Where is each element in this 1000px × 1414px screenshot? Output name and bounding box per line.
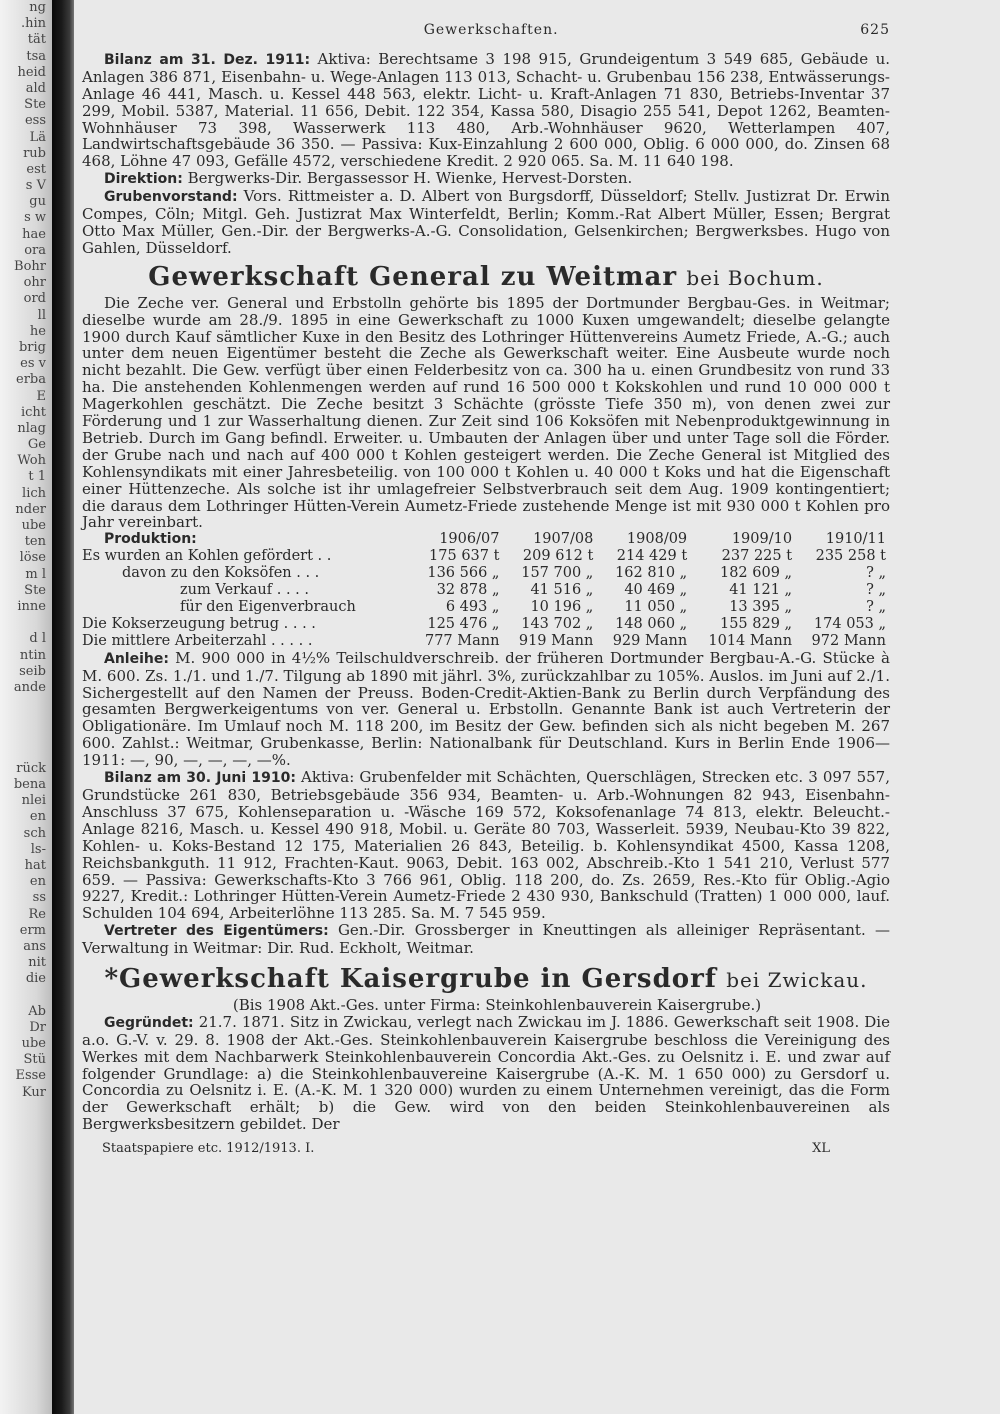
gutter-fragment: ss bbox=[32, 890, 46, 906]
vertreter-text: Gen.-Dir. Grossberger in Kneuttingen als alleiniger Repräsentant. — Verwaltung in Weitmar: Dir. Rud. Eckholt, Weitmar. bbox=[82, 921, 890, 958]
gutter-fragment: ans bbox=[23, 938, 46, 954]
gutter-fragment: m l bbox=[25, 566, 46, 582]
gutter-fragment: est bbox=[26, 161, 46, 177]
heading-location: bei Bochum. bbox=[686, 265, 824, 290]
year-header: 1909/10 bbox=[731, 531, 793, 548]
gutter-fragment: en bbox=[29, 874, 46, 890]
produktion-cell: ? „ bbox=[866, 565, 886, 582]
bilanz-1910-text: Aktiva: Grubenfelder mit Schächten, Querschlägen, Strecken etc. 3 097 557, Grundstücke 261 830, Betriebsgebäude 356 934, Beamten- u. Arb.-Wohnungen 82 943, Eisenbahn-Anschluss 37 675, Kohlenseparation u. -Wäsche 169 572, Koksofenanlage 74 813, elektr. Beleucht.-Anlage 8216, Masch. u. Kessel 490 918, Mobil. u. Geräte 80 703, Wasserleit. 5939, Neubau-Kto 39 822, Kohlen- u. Koks-Bestand 12 175, Materialien 26 843, Beteilig. b. Kohlensyndikat 4500, Kassa 1208, Reichsbankguth. 11 912, Frachten-Kaut. 9063, Debit. 163 002, Abschreib.-Kto 1 541 210, Verlust 577 659. — Passiva: Gewerkschafts-Kto 3 766 961, Oblig. 118 200, do. Zs. 2659, Res.-Kto für Oblig.-Agio 9227, Kredit.: Lothringer Hütten-Verein Aumetz-Friede 2 430 930, Bankschuld (Tratten) 1 000 000, lauf. Schulden 104 694, Arbeiterlöhne 113 285. Sa. M. 7 545 959. bbox=[82, 768, 890, 923]
facing-page-edge bbox=[0, 0, 52, 1414]
gutter-fragment: hat bbox=[24, 857, 46, 873]
produktion-cell: 162 810 „ bbox=[615, 565, 688, 582]
anleihe-paragraph bbox=[82, 650, 890, 769]
produktion-cell: 237 225 t bbox=[721, 548, 793, 565]
section-heading-general-weitmar bbox=[82, 261, 890, 292]
produktion-cell: 32 878 „ bbox=[436, 582, 500, 599]
gutter-fragment: Esse bbox=[15, 1068, 46, 1084]
produktion-row bbox=[82, 616, 890, 633]
gutter-fragment: ng bbox=[29, 0, 46, 15]
gutter-fragment: t 1 bbox=[28, 469, 46, 485]
gutter-fragment: ohr bbox=[23, 275, 46, 291]
produktion-cell: 10 196 „ bbox=[530, 599, 594, 615]
heading-name: Gewerkschaft General zu Weitmar bbox=[148, 261, 678, 292]
gutter-fragment: ube bbox=[21, 518, 46, 533]
produktion-cell: 155 829 „ bbox=[719, 615, 793, 632]
gutter-fragment: nder bbox=[15, 501, 46, 517]
gutter-fragment: Dr bbox=[29, 1019, 46, 1035]
produktion-table bbox=[82, 531, 890, 649]
produktion-cell: 11 050 „ bbox=[624, 599, 688, 615]
gutter-fragment: s V bbox=[25, 178, 46, 194]
gutter-fragment: die bbox=[25, 971, 46, 987]
heading-location: bei Zwickau. bbox=[726, 968, 868, 993]
gutter-fragment bbox=[0, 728, 52, 744]
produktion-row-label: Die mittlere Arbeiterzahl . . . . . bbox=[82, 632, 313, 649]
gutter-fragment: ord bbox=[23, 291, 46, 307]
gutter-fragment: rub bbox=[23, 145, 46, 161]
gutter-fragment: heid bbox=[17, 64, 46, 80]
gutter-fragment: inne bbox=[17, 598, 46, 614]
grubenvorstand-text: Vors. Rittmeister a. D. Albert von Burgsdorff, Düsseldorf; Stellv. Justizrat Dr. Erwin Compes, Cöln; Mitgl. Geh. Justizrat Max Winterfeldt, Berlin; Komm.-Rat Albert Müller, Essen; Bergrat Otto Max Müller, Gen.-Dir. der Bergwerks-A.-G. Consolidation, Gelsenkirchen; Bergwerksbes. Hugo von Gahlen, Düsseldorf. bbox=[82, 187, 890, 257]
produktion-cell: ? „ bbox=[866, 582, 886, 599]
gutter-fragment: seib bbox=[19, 663, 46, 679]
vertreter-paragraph bbox=[82, 922, 890, 957]
general-intro-paragraph: Die Zeche ver. General und Erbstolln gehörte bis 1895 der Dortmunder Bergbau-Ges. in Weitmar; dieselbe wurde am 28./9. 1895 in eine Gewerkschaft zu 1000 Kuxen umgewandelt; dieselbe gelangte 1900 durch Kauf sämtlicher Kuxe in den Besitz des Lothringer Hüttenvereins Aumetz Friede, A.-G.; auch unter dem neuen Eigentümer besteht die Zeche als Gewerkschaft weiter. Eine Ausbeute wurde noch nicht bezahlt. Die Gew. verfügt über einen Felderbesitz von ca. 300 ha u. einen Grundbesitz von rund 33 ha. Die anstehenden Kohlenmengen werden auf rund 16 500 000 t Kokskohlen und rund 10 000 000 t Magerkohlen geschätzt. Die Zeche besitzt 3 Schächte (grösste Tiefe 350 m), von denen zwei zur Förderung und 1 zur Wasserhaltung dienen. Zur Zeit sind 106 Koksöfen mit Nebenproduktgewinnung in Betrieb. Durch im Gang befindl. Erweiter. u. Umbauten der Anlagen über und unter Tage soll die Förder. der Grube nach und nach auf 400 000 t Kohlen gesteigert werden. Die Zeche General ist Mitglied des Kohlensyndikats mit einer Jahresbeteilig. von 100 000 t Kohlen u. 40 000 t Koks und hat die Eigenschaft einer Hüttenzeche. Als solche ist ihr umlagefreier Selbstverbrauch seit dem Aug. 1909 kontingentiert; die daraus dem Lothringer Hütten-Verein Aumetz-Friede zustehende Menge ist mit 930 000 t Kohlen pro Jahr vereinbart. bbox=[82, 293, 890, 532]
produktion-row-label: zum Verkauf . . . . bbox=[180, 582, 309, 599]
produktion-cell: 972 Mann bbox=[811, 632, 886, 649]
gutter-fragment: ube bbox=[21, 1036, 46, 1051]
gutter-fragment: he bbox=[29, 323, 46, 339]
gutter-fragment: lich bbox=[22, 485, 46, 501]
gutter-fragment: tät bbox=[27, 32, 46, 48]
gutter-fragment: rück bbox=[16, 760, 46, 776]
produktion-row-label: Die Kokserzeugung betrug . . . . bbox=[82, 615, 316, 632]
produktion-header-row bbox=[82, 531, 890, 548]
page-number: 625 bbox=[860, 22, 890, 38]
gutter-fragment: en bbox=[29, 809, 46, 825]
produktion-row-label: davon zu den Koksöfen . . . bbox=[122, 565, 320, 582]
gutter-fragment: icht bbox=[20, 404, 46, 420]
gutter-fragment: Lä bbox=[29, 129, 46, 145]
anleihe-text: M. 900 000 in 4½% Teilschuldverschreib. der früheren Dortmunder Bergbau-A.-G. Stücke à M. 600. Zs. 1./1. und 1./7. Tilgung ab 1890 mit jährl. 3%, zurückzahlbar zu 105%. Auslos. im Juni auf 2./1. Sichergestellt auf den Namen der Preuss. Boden-Credit-Aktien-Bank zu Berlin durch Verpfändung des gesamten Bergwerkeigentums von ver. General u. Erbstolln. Genannte Bank ist auch Vertreterin der Obligationäre. Im Umlauf noch M. 118 200, im Besitz der Gew. befinden sich als nicht begeben M. 267 600. Zahlst.: Weitmar, Grubenkasse, Berlin: Nationalbank für Deutschland. Kurs in Berlin Ende 1906—1911: —, 90, —, —, —, —%. bbox=[82, 648, 890, 770]
gutter-fragment: Ste bbox=[24, 97, 46, 113]
gutter-fragment: Ste bbox=[24, 582, 46, 598]
direktion-text: Bergwerks-Dir. Bergassessor H. Wienke, Hervest-Dorsten. bbox=[187, 169, 633, 188]
gutter-fragment: ande bbox=[13, 679, 46, 695]
gutter-fragment: gu bbox=[29, 194, 46, 210]
produktion-row bbox=[82, 599, 890, 616]
produktion-cell: 209 612 t bbox=[522, 548, 594, 565]
bilanz-1910-paragraph bbox=[82, 769, 890, 922]
year-header: 1910/11 bbox=[825, 531, 886, 548]
bilanz-1911-paragraph bbox=[82, 51, 890, 170]
grubenvorstand-paragraph bbox=[82, 188, 890, 257]
gutter-fragment: Re bbox=[28, 906, 46, 922]
bilanz-1911-label: Bilanz am 31. Dez. 1911: bbox=[104, 51, 311, 68]
gutter-fragment: Kur bbox=[21, 1084, 46, 1100]
header-title: Gewerkschaften. bbox=[423, 22, 559, 38]
produktion-cell: 174 053 „ bbox=[813, 615, 886, 632]
produktion-row bbox=[82, 582, 890, 599]
bilanz-1911-text: Aktiva: Berechtsame 3 198 915, Grundeigentum 3 549 685, Gebäude u. Anlagen 386 871, Eisenbahn- u. Wege-Anlagen 113 013, Schacht- u. Grubenbau 156 238, Entwässerungs-Anlage 46 441, Masch. u. Kessel 448 563, elektr. Licht- u. Kraft-Anlagen 71 830, Betriebs-Inventar 37 299, Mobil. 5387, Material. 11 656, Debit. 122 354, Kassa 580, Disagio 255 541, Depot 1262, Beamten-Wohnhäuser 73 398, Wasserwerk 113 480, Arb.-Wohnhäuser 9620, Wetterlampen 407, Landwirtschaftsgebäude 36 350. — Passiva: Kux-Einzahlung 2 600 000, Oblig. 6 000 000, do. Zinsen 68 468, Löhne 47 093, Gefälle 4572, verschiedene Kredit. 2 920 065. Sa. M. 11 640 198. bbox=[82, 49, 890, 171]
produktion-cell: 157 700 „ bbox=[521, 565, 594, 582]
gutter-fragment: erba bbox=[16, 372, 46, 388]
produktion-cell: 148 060 „ bbox=[615, 615, 688, 632]
gutter-fragment: nit bbox=[28, 955, 46, 971]
produktion-cell: 214 429 t bbox=[616, 548, 688, 565]
year-header: 1908/09 bbox=[626, 531, 688, 548]
produktion-cell: 41 516 „ bbox=[530, 582, 594, 599]
grubenvorstand-label: Grubenvorstand: bbox=[104, 189, 238, 206]
produktion-cell: 143 702 „ bbox=[521, 615, 594, 632]
gutter-fragment: ten bbox=[24, 534, 46, 550]
section-heading-kaisergrube bbox=[82, 964, 890, 995]
produktion-label: Produktion: bbox=[104, 531, 197, 548]
gutter-fragment: nlei bbox=[21, 793, 46, 809]
gutter-fragment: Bohr bbox=[14, 259, 46, 274]
produktion-cell: 6 493 „ bbox=[445, 599, 500, 615]
produktion-cell: 182 609 „ bbox=[719, 565, 793, 582]
gutter-fragment: löse bbox=[19, 550, 46, 566]
book-spine-shadow bbox=[52, 0, 74, 1414]
gutter-fragment: nlag bbox=[17, 420, 46, 436]
bilanz-1910-label: Bilanz am 30. Juni 1910: bbox=[104, 770, 296, 787]
gutter-fragment: .hin bbox=[20, 16, 46, 32]
gutter-fragment: s w bbox=[24, 210, 46, 226]
gutter-fragment: ald bbox=[25, 80, 46, 96]
gegruendet-paragraph bbox=[82, 1014, 890, 1133]
gutter-fragment bbox=[0, 615, 52, 631]
produktion-row bbox=[82, 565, 890, 582]
produktion-cell: 125 476 „ bbox=[427, 615, 500, 632]
produktion-cell: 235 258 t bbox=[815, 548, 886, 565]
year-header: 1907/08 bbox=[533, 531, 594, 548]
gutter-fragment: d l bbox=[29, 631, 46, 647]
gutter-fragment: ll bbox=[37, 307, 46, 323]
gutter-fragment: ess bbox=[24, 113, 46, 129]
produktion-cell: 175 637 t bbox=[429, 548, 500, 565]
heading-name: *Gewerkschaft Kaisergrube in Gersdorf bbox=[104, 964, 717, 995]
vertreter-label: Vertreter des Eigentümers: bbox=[104, 923, 329, 940]
gutter-fragment: erm bbox=[19, 922, 46, 938]
page-footer bbox=[82, 1141, 890, 1158]
year-header: 1906/07 bbox=[439, 531, 500, 548]
gutter-fragment: E bbox=[36, 388, 46, 404]
produktion-cell: 919 Mann bbox=[518, 632, 594, 649]
gutter-fragment: es v bbox=[20, 356, 46, 372]
document-page bbox=[82, 22, 890, 1402]
gutter-fragment bbox=[0, 987, 52, 1003]
gutter-fragment: brig bbox=[18, 339, 46, 355]
produktion-cell: ? „ bbox=[866, 599, 886, 615]
anleihe-label: Anleihe: bbox=[104, 650, 169, 667]
gutter-fragment: hae bbox=[22, 226, 46, 242]
running-header bbox=[82, 22, 890, 39]
gegruendet-text: 21.7. 1871. Sitz in Zwickau, verlegt nach Zwickau im J. 1886. Gewerkschaft seit 1908. Die a.o. G.-V. v. 29. 8. 1908 der Akt.-Ges. Steinkohlenbauverein Kaisergrube beschloss die Vereinigung des Werkes mit dem Nachbarwerk Steinkohlenbauverein Concordia Akt.-Ges. zu Oelsnitz i. E. und zwar auf folgender Grundlage: a) die Steinkohlenbauvereine Kaisergrube (A.-K. M. 1 650 000) zu Gersdorf u. Concordia zu Oelsnitz i. E. (A.-K. M. 1 320 000) wurden zu einem Unternehmen vereinigt, das die Form der Gewerkschaft erhält; b) die Gew. wird von den beiden Steinkohlenbauvereinen als Bergwerksbesitzern gebildet. Der bbox=[82, 1012, 890, 1134]
gutter-fragment: Ge bbox=[27, 437, 46, 453]
gutter-fragment: Stü bbox=[23, 1052, 46, 1068]
gutter-fragment bbox=[0, 745, 52, 761]
produktion-cell: 1014 Mann bbox=[708, 632, 793, 649]
gutter-fragment: ntin bbox=[19, 647, 46, 663]
footer-left: Staatspapiere etc. 1912/1913. I. bbox=[102, 1141, 315, 1157]
gutter-fragment: sch bbox=[23, 825, 46, 841]
produktion-row bbox=[82, 548, 890, 565]
produktion-cell: 13 395 „ bbox=[729, 599, 793, 615]
gegruendet-label: Gegründet: bbox=[104, 1014, 194, 1031]
gutter-fragment: ls- bbox=[30, 841, 46, 857]
gutter-fragment bbox=[0, 712, 52, 728]
direktion-paragraph bbox=[82, 170, 890, 188]
produktion-cell: 40 469 „ bbox=[624, 582, 688, 599]
gutter-fragment: ora bbox=[24, 242, 46, 258]
produktion-cell: 777 Mann bbox=[424, 632, 500, 649]
gutter-fragment: tsa bbox=[26, 48, 46, 64]
gutter-fragment: Ab bbox=[28, 1003, 46, 1019]
produktion-cell: 136 566 „ bbox=[427, 565, 500, 582]
produktion-row-label: für den Eigenverbrauch bbox=[180, 599, 356, 615]
gutter-fragment: bena bbox=[13, 777, 46, 792]
produktion-row-label: Es wurden an Kohlen gefördert . . bbox=[82, 548, 332, 565]
gutter-fragment bbox=[0, 696, 52, 712]
gutter-fragment: Woh bbox=[17, 453, 46, 469]
produktion-row bbox=[82, 633, 890, 650]
produktion-cell: 929 Mann bbox=[612, 632, 688, 649]
produktion-cell: 41 121 „ bbox=[729, 582, 793, 599]
direktion-label: Direktion: bbox=[104, 171, 183, 188]
kaisergrube-subheading: (Bis 1908 Akt.-Ges. unter Firma: Steinkohlenbauverein Kaisergrube.) bbox=[232, 995, 762, 1014]
footer-signature: XL bbox=[812, 1141, 830, 1157]
